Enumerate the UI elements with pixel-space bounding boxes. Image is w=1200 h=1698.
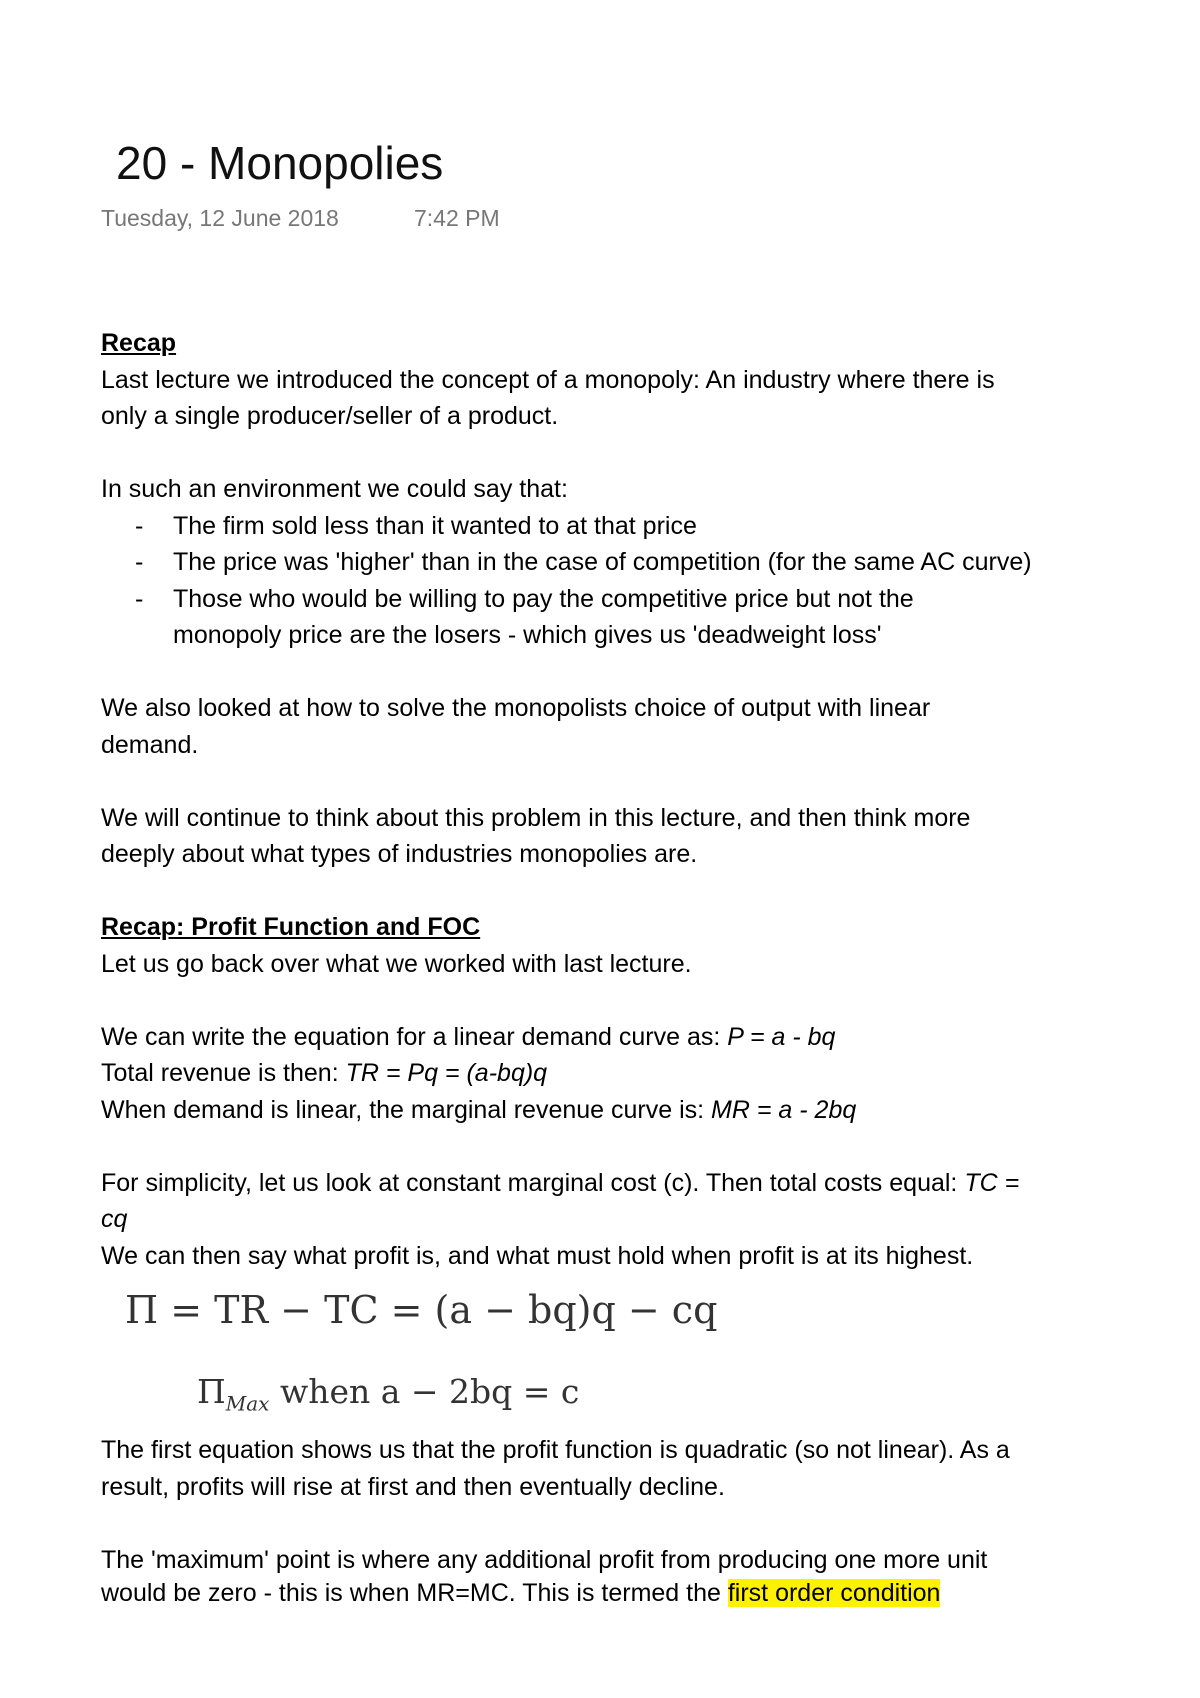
dash-bullet: -	[135, 511, 144, 540]
recap-list-intro: In such an environment we could say that:	[101, 475, 568, 503]
paragraph-line: The 'maximum' point is where any additional profit from producing one more unit	[101, 1545, 988, 1574]
recap-paragraph-line: only a single producer/seller of a product.	[101, 402, 559, 430]
marginal-revenue-equation: MR = a - 2bq	[711, 1095, 857, 1124]
recap-paragraph-line: Last lecture we introduced the concept of a monopoly: An industry where there is	[101, 365, 995, 394]
paragraph-line: deeply about what types of industries monopolies are.	[101, 840, 698, 868]
demand-line: We can write the equation for a linear demand curve as: P = a - bq	[101, 1022, 836, 1051]
dash-bullet: -	[135, 548, 144, 576]
revenue-equation: TR = Pq = (a-bq)q	[345, 1059, 548, 1087]
page-title: 20 - Monopolies	[116, 137, 444, 189]
list-item: - The firm sold less than it wanted to at that price	[101, 508, 1141, 545]
paragraph-line: We also looked at how to solve the monopolists choice of output with linear	[101, 694, 931, 722]
cost-line: For simplicity, let us look at constant marginal cost (c). Then total costs equal: TC =	[101, 1168, 1020, 1197]
page-date: Tuesday, 12 June 2018	[101, 205, 339, 231]
list-item-continuation: monopoly price are the losers - which gives us 'deadweight loss'	[173, 621, 882, 649]
revenue-line: Total revenue is then: TR = Pq = (a-bq)q	[101, 1059, 548, 1087]
list-item: - The price was 'higher' than in the case of competition (for the same AC curve)	[101, 544, 1141, 581]
marginal-revenue-line: When demand is linear, the marginal revenue curve is: MR = a - 2bq	[101, 1095, 857, 1124]
cost-equation: TC =	[964, 1168, 1020, 1197]
profit-formula-image	[101, 1278, 718, 1428]
recap-heading: Recap	[101, 329, 177, 357]
paragraph-line: Let us go back over what we worked with last lecture.	[101, 949, 692, 978]
page-meta	[101, 205, 500, 232]
recap-bullet-list	[101, 508, 1141, 654]
paragraph-line: The first equation shows us that the profit function is quadratic (so not linear). As a	[101, 1436, 1010, 1464]
profit-max-condition: $\Pi_{Max}$ when a − 2bq = c	[197, 1372, 580, 1416]
note-body	[101, 325, 1141, 1578]
demand-equation: P = a - bq	[727, 1022, 836, 1051]
cut-off-line: would be zero - this is when MR=MC. This is termed the first order condition	[101, 1579, 941, 1607]
paragraph-line: We will continue to think about this problem in this lecture, and then think more	[101, 803, 971, 832]
cost-equation-continuation: cq	[101, 1205, 128, 1233]
paragraph-line: result, profits will rise at first and then eventually decline.	[101, 1472, 725, 1501]
paragraph-line: demand.	[101, 730, 199, 759]
page-time: 7:42 PM	[414, 205, 500, 231]
list-item: - Those who would be willing to pay the competitive price but not the	[101, 581, 1141, 618]
paragraph-line: We can then say what profit is, and what must hold when profit is at its highest.	[101, 1241, 974, 1270]
profit-function-formula: Π = TR − TC = (a − bq)q − cq	[125, 1288, 718, 1332]
highlighted-term: first order condition	[727, 1579, 941, 1607]
dash-bullet: -	[135, 584, 144, 613]
profit-heading: Recap: Profit Function and FOC	[101, 913, 481, 941]
